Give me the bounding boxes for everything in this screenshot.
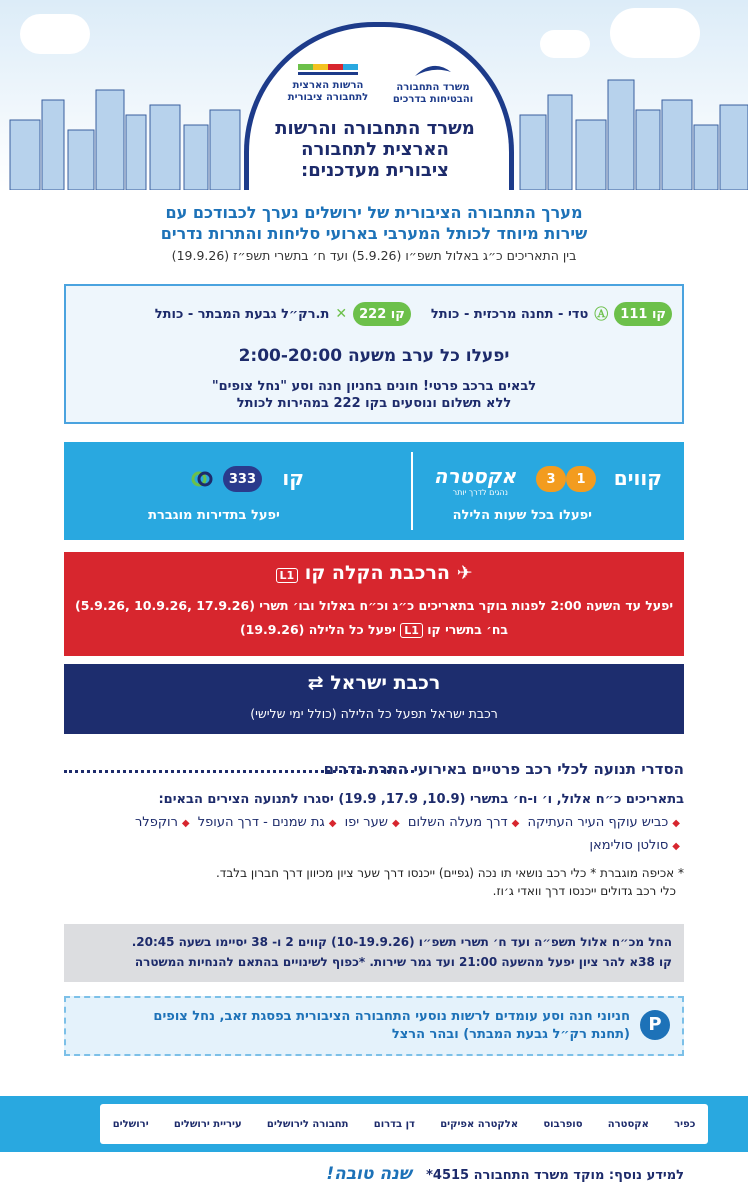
parking-icon: P [640,1010,670,1040]
header-banner [0,0,748,190]
kav-333-label: קו [282,466,304,490]
road-item: רוקפלר [134,815,178,830]
authority-logo-text-2: לתחבורה ציבורית [287,92,369,103]
logo-municipality: עיריית ירושלים [173,1118,242,1130]
road-item: גת שמנים - דרך העופל [197,815,325,830]
logo-extra: אקסטרה [607,1118,649,1130]
road-item: כביש עוקף העיר העתיקה [527,815,669,830]
ministry-logo-text: משרד התחבורה והבטיחות בדרכים [392,82,474,105]
route-222-badge [353,302,411,326]
intro-text [60,202,688,263]
line-333-sub: יפעל בתדירות מוגברת [148,508,280,523]
intro-line-1: מערך התחבורה הציבורית של ירושלים נערך לכבודכם עם [165,203,583,222]
road-item: סולטן סולימאן [589,838,669,853]
diamond-icon: ◆ [511,818,520,829]
light-rail-title-text: הרכבת הקלה קו [304,562,450,584]
kavim-label: קווים [613,466,662,490]
kav-label: קו [651,306,666,322]
light-rail-box [64,552,684,656]
authority-stripes-icon [298,64,358,80]
extra-slogan: נהגים לדרך יותר [452,488,508,497]
light-rail-title [64,562,684,584]
l1-badge: L1 [400,623,423,638]
light-rail-line-2 [64,622,684,638]
notice-line-1: החל מכ״ח אלול תשפ״ה ועד ח׳ תשרי תשפ״ו (10-19.9.26) קווים 2 ו- 38 יסיימו בשעה 20:45. [131,935,672,949]
operators-band [0,1096,748,1152]
diamond-icon: ◆ [392,818,400,829]
info-hotline: למידע נוסף: מוקד משרד התחבורה 4515* [426,1168,684,1183]
light-rail-line-1: יפעל עד השעה 2:00 לפנות בוקר בתאריכים כ״ג וכ״ח באלול ובו׳ תשרי (17.9.26 ,10.9.26 ,5.9.26) [74,598,674,613]
railways-title-text: רכבת ישראל [330,672,441,694]
box2-divider [411,452,413,530]
box1-hours: יפעלו כל ערב משעה 2:00-20:00 [238,346,510,366]
operator-x-icon: ✕ [335,306,348,322]
light-rail-logo-icon: ✈ [456,562,473,584]
operator-alef-icon: Ⓐ [594,307,609,323]
route-111-text: טדי - תחנה מרכזית - כותל [430,306,589,322]
cloud-icon [610,8,700,58]
parking-text [76,1008,630,1044]
routes-row [76,302,672,326]
diamond-icon: ◆ [672,841,680,852]
traffic-note-1: * אכיפה מוגברת * כלי רכב נושאי תו נכה (גפיים) ייכנסו דרך שער ציון מכיוון דרך חברון בלבד. [215,866,684,880]
route-111-badge [614,302,672,326]
traffic-dates: בתאריכים כ״ח אלול, ו׳ ו-ח׳ בתשרי (10.9, 17.9, 19.9) יסגרו לתנועה הצירים הבאים: [158,792,684,807]
box1-note-line-2: ללא תשלום ונוסעים בקו 222 במהירות לכותל [236,396,512,411]
cloud-icon [20,14,90,54]
park-and-ride-box [64,996,684,1056]
night-lines-sub: יפעלו בכל שעות הלילה [452,508,592,523]
ministry-emblem-icon [413,62,453,82]
route-111-number: 111 [620,306,648,322]
diamond-icon: ◆ [328,818,337,829]
notice-line-2: קו 38א להר ציון יפעל מהשעה 21:00 ועד גמר שירות. *כפוף לשינויים בהתאם להנחיות המשטרה [134,955,672,969]
line-1-badge: 1 [566,466,596,492]
railways-logo-icon: ⇄ [307,672,324,694]
road-item: שער יפו [344,815,388,830]
diamond-icon: ◆ [181,818,190,829]
operator-logos [100,1104,708,1144]
light-rail-line-2b: יפעל כל הלילה (19.9.26) [239,622,396,637]
intro-dates: בין התאריכים כ״ג באלול תשפ״ו (5.9.26) ועד ח׳ בתשרי תשפ״ז (19.9.26) [171,248,577,263]
authority-logo-text-1: הרשות הארצית [292,80,364,91]
traffic-title [64,760,684,778]
box1-note-line-1: לבאים ברכב פרטי! חונים בחניון חנה וסע "נחל צופים" [211,379,537,394]
dotted-divider [64,770,414,773]
intro-line-2: שירות מיוחד לכותל המערבי בארועי סליחות והתרות נדרים [160,224,588,243]
traffic-note-2: כלי רכב גדולים ייכנסו דרך וואדי ג׳וז. [492,884,676,898]
parking-line-1: חניוני חנה וסע עומדים לרשות נוסעי התחבורה הציבורית בפסגת זאב, נחל צופים [153,1009,630,1024]
route-222-text: ת.רק״ל גבעת המבתר - כותל [154,306,330,322]
line-3-badge: 3 [536,466,566,492]
authority-logo [278,58,378,110]
parking-line-2: (תחנת רק״ל גבעת המבתר) ובהר הרצל [391,1027,630,1042]
railways-sub: רכבת ישראל תפעל כל הלילה (כולל ימי שלישי) [250,706,498,721]
light-rail-line-2a: בח׳ בתשרי קו [427,622,509,637]
box1-note [66,378,682,412]
ministry-logo [388,58,478,110]
l1-badge: L1 [276,568,299,583]
lines-2-38-notice [64,924,684,982]
logo-jerusalem: ירושלים [112,1118,149,1130]
railways-title [64,672,684,694]
logo-superbus: סופרבוס [543,1118,583,1130]
extra-logo: אקסטרה [433,464,516,488]
bottom-info [64,1164,684,1184]
greeting: שנה טובה! [326,1164,412,1184]
traffic-title-text: הסדרי תנועה לכלי רכב פרטיים באירועי התרת נדרים [323,760,684,778]
bus-111-222-box [64,284,684,424]
kav-label: קו [390,306,405,322]
operator-loop-icon [190,466,214,492]
logo-electra-afikim: אלקטרה אפיקים [440,1118,519,1130]
line-333-badge: 333 [223,466,262,492]
road-item: דרך מעלה השלום [407,815,508,830]
israel-railways-box [64,664,684,734]
logo-transport-jerusalem: תחבורה לירושלים [266,1118,349,1130]
cloud-icon [540,30,590,58]
traffic-notes [64,864,684,900]
header-title: משרד התחבורה והרשות הארצית לתחבורה ציבורית מעדכנים: [275,118,475,181]
logo-kfir: כפיר [674,1118,696,1130]
night-lines-box [64,442,684,540]
diamond-icon: ◆ [672,818,680,829]
logo-dan-south: דן בדרום [373,1118,415,1130]
route-222-number: 222 [359,306,387,322]
closed-roads-list [64,812,684,858]
